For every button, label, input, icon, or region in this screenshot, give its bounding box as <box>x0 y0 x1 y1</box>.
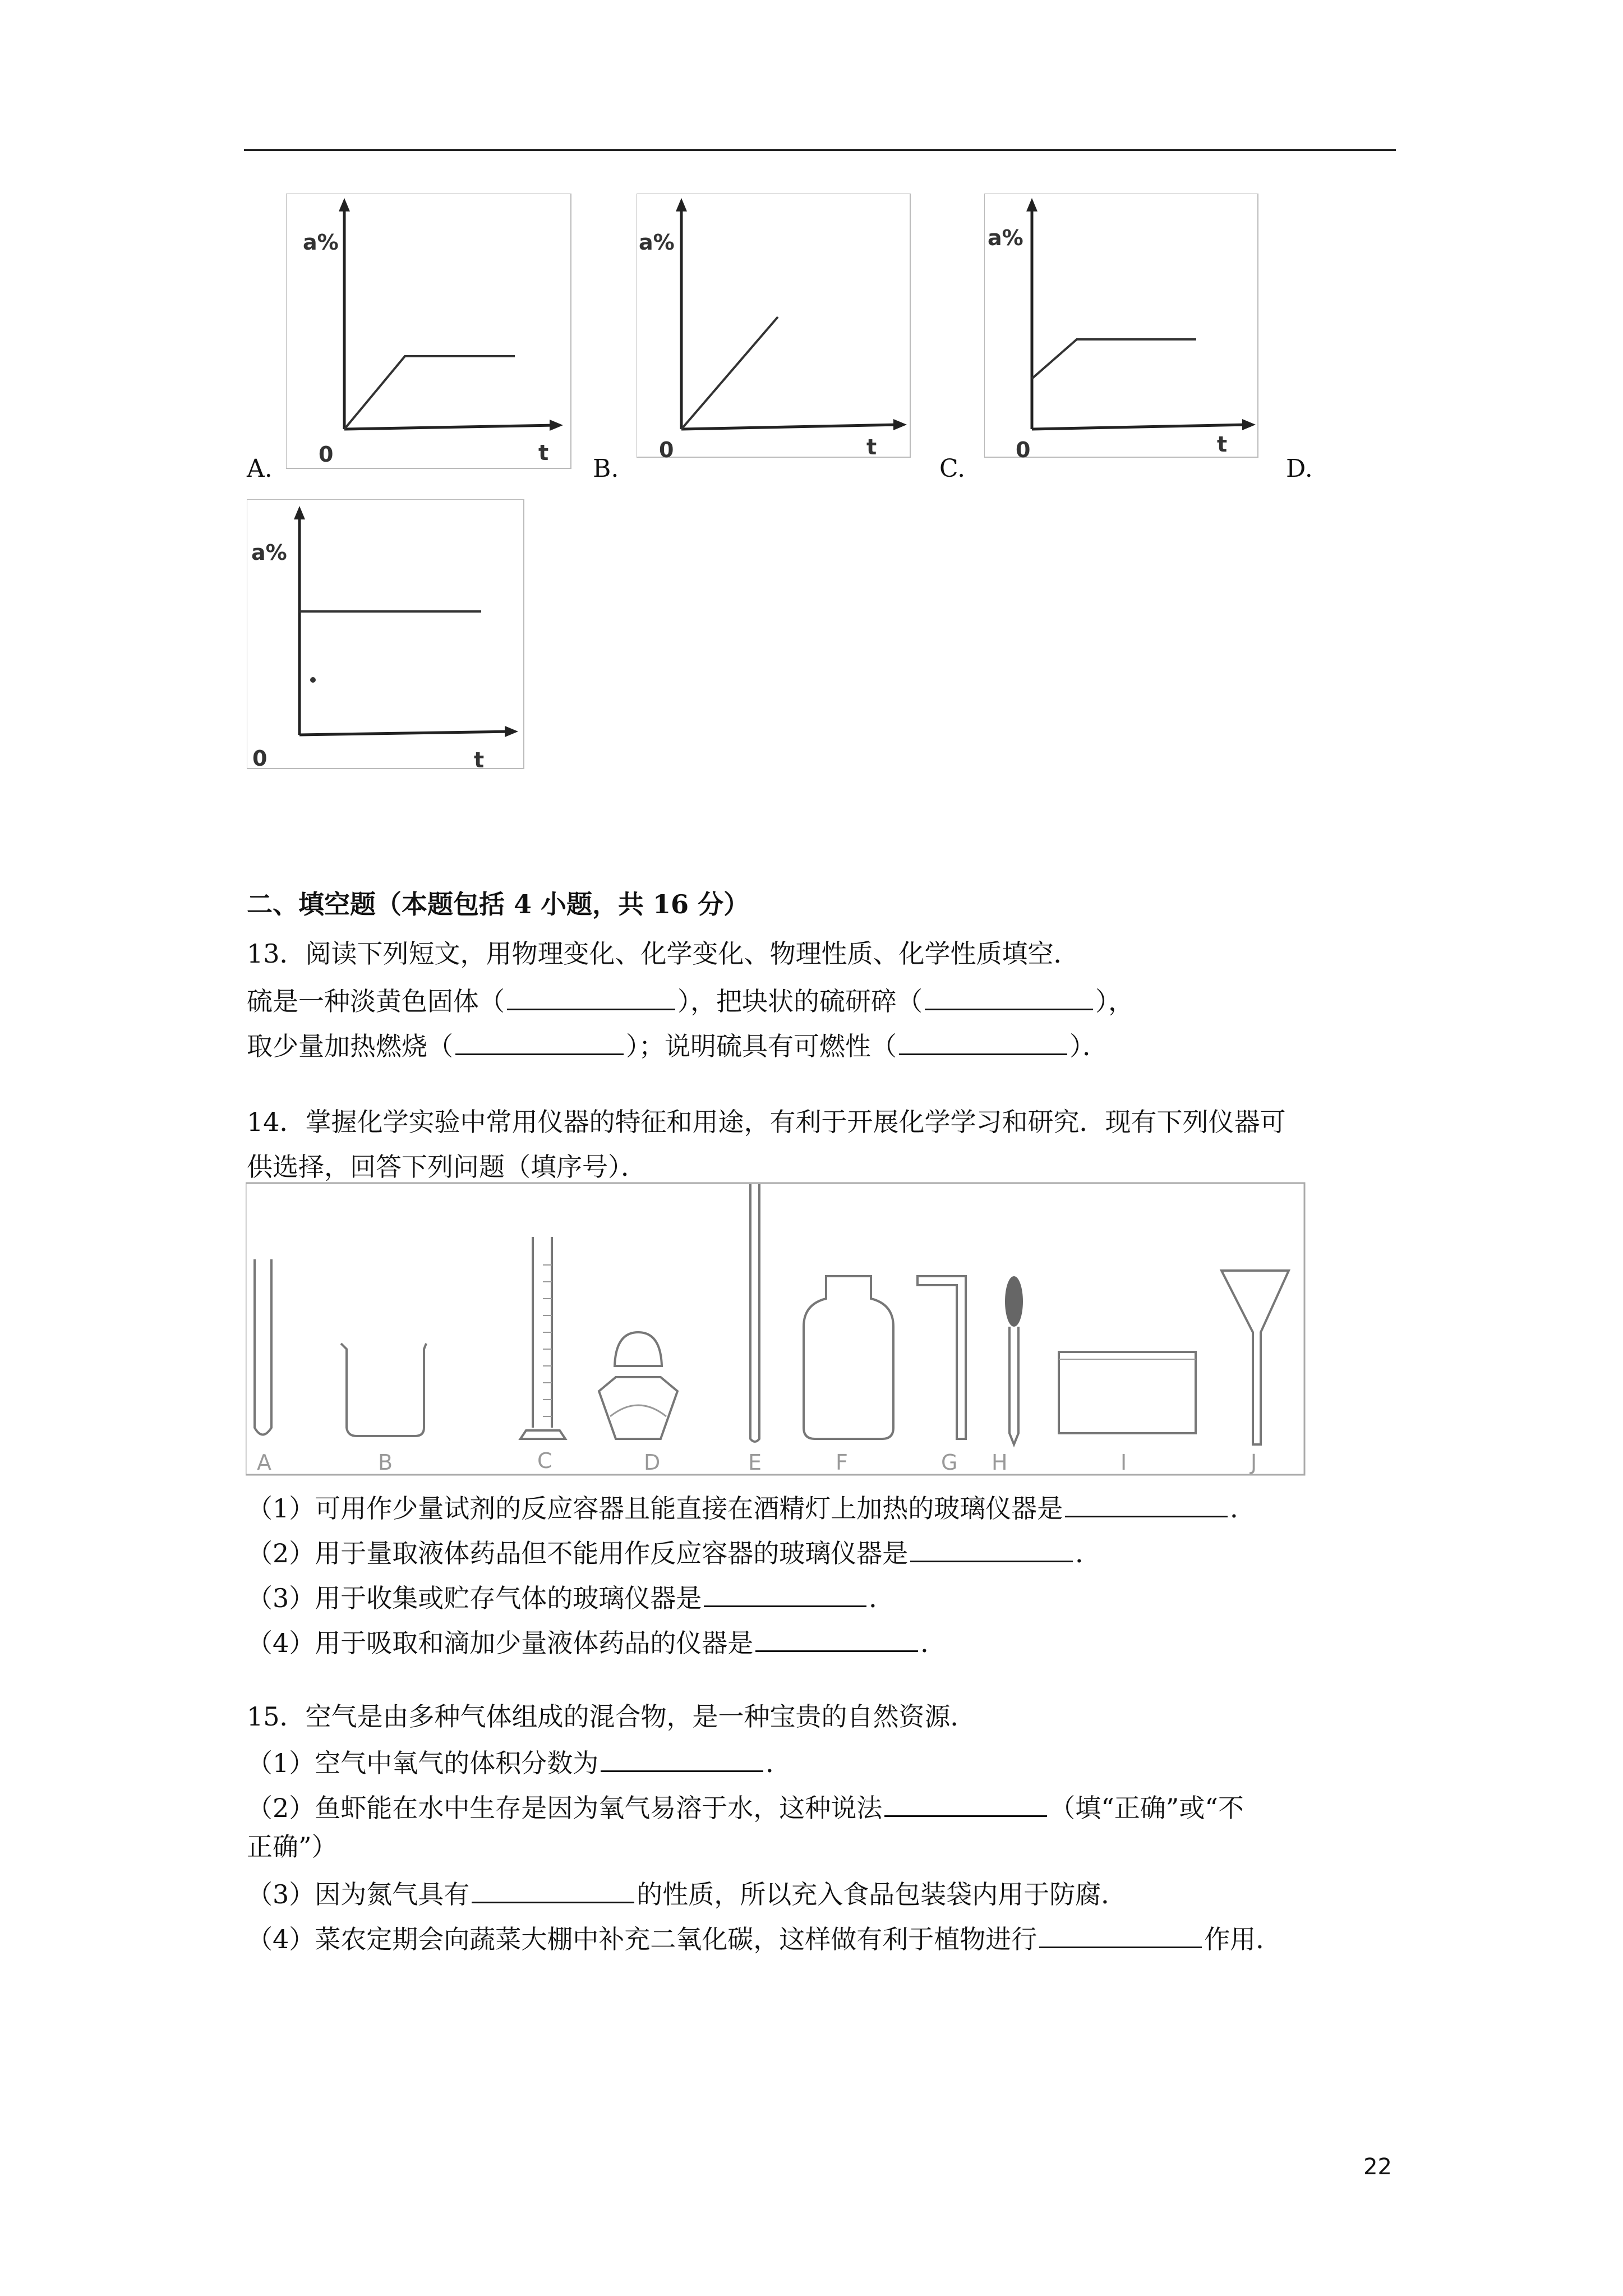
beaker <box>341 1343 426 1436</box>
q15-blank-1[interactable] <box>601 1745 763 1772</box>
glass-plate <box>1059 1352 1196 1433</box>
graph-a-svg <box>286 194 578 474</box>
graph-d-x-axis <box>299 731 510 735</box>
q15-sub4 <box>247 1921 1281 1956</box>
graph-a-curve <box>344 356 515 429</box>
q15-stem: 15．空气是由多种气体组成的混合物，是一种宝贵的自然资源． <box>247 1701 976 1732</box>
q15-sub2-text-b: （填“正确”或“不 <box>1049 1793 1244 1823</box>
option-b-label: B. <box>593 454 619 483</box>
graduated-cylinder <box>520 1237 565 1439</box>
apparatus-label-c: C <box>537 1448 552 1473</box>
bent-tube <box>917 1276 966 1439</box>
graph-c-y-arrow <box>1026 198 1038 211</box>
q13-blank-4[interactable] <box>899 1028 1067 1055</box>
graph-b-x-arrow <box>893 419 907 430</box>
q15-blank-2[interactable] <box>884 1789 1047 1817</box>
graph-c-x-label: t <box>1217 432 1228 457</box>
q13-line1-a: 硫是一种淡黄色固体（ <box>247 986 505 1016</box>
q15-sub3-text-a: （3）因为氮气具有 <box>247 1879 470 1910</box>
graph-a-y-label: a% <box>303 230 339 255</box>
graph-d-y-arrow <box>294 506 305 519</box>
lamp-liquid <box>610 1405 666 1416</box>
alcohol-lamp <box>599 1377 677 1439</box>
q15-sub4-text-a: （4）菜农定期会向蔬菜大棚中补充二氧化碳，这样做有利于植物进行 <box>247 1924 1038 1954</box>
apparatus-label-i: I <box>1121 1450 1127 1475</box>
glass-rod <box>750 1184 759 1442</box>
q14-stem-2: 供选择，回答下列问题（填序号）． <box>247 1152 647 1182</box>
graph-b-y-arrow <box>676 198 687 211</box>
graph-d-x-label: t <box>474 748 485 772</box>
q14-blank-3[interactable] <box>704 1580 866 1607</box>
dropper <box>1009 1327 1018 1444</box>
q14-sub2 <box>247 1535 1101 1570</box>
apparatus-label-h: H <box>992 1450 1008 1475</box>
apparatus-label-a: A <box>257 1450 271 1475</box>
q13-stem: 13．阅读下列短文，用物理变化、化学变化、物理性质、化学性质填空． <box>247 938 1080 969</box>
gas-jar <box>804 1276 893 1439</box>
q13-blank-1[interactable] <box>507 983 675 1010</box>
q13-line2-c: ）． <box>1069 1031 1108 1061</box>
q15-sub1 <box>247 1745 791 1780</box>
graph-c-x-arrow <box>1242 419 1256 430</box>
graph-d-y-label: a% <box>251 540 287 565</box>
graph-a-y-arrow <box>339 198 350 211</box>
graph-c-frame <box>984 194 1258 457</box>
q13-line1 <box>247 983 1134 1018</box>
graph-c-y-label: a% <box>988 226 1023 250</box>
graph-b-y-label: a% <box>639 230 675 255</box>
graph-c-curve <box>1032 339 1196 379</box>
graph-d-origin: 0 <box>252 746 268 771</box>
q14-sub2-period: ． <box>1075 1538 1101 1568</box>
q13-line1-b: ），把块状的硫研碎（ <box>677 986 923 1016</box>
test-tube <box>255 1259 271 1435</box>
option-c-label: C. <box>939 454 966 483</box>
graph-b-frame <box>637 194 910 457</box>
graph-b-curve <box>681 317 778 429</box>
q15-sub1-period: ． <box>766 1748 792 1778</box>
graph-b-svg <box>637 194 917 463</box>
option-d-label: D. <box>1286 454 1313 483</box>
q14-sub4-period: ． <box>920 1628 947 1658</box>
apparatus-label-b: B <box>378 1450 393 1475</box>
q15-blank-3[interactable] <box>472 1876 634 1903</box>
q15-sub2-continued: 正确”） <box>247 1832 338 1862</box>
q15-sub4-text-b: 作用． <box>1204 1924 1282 1954</box>
graph-a-x-label: t <box>538 440 549 465</box>
apparatus-label-g: G <box>941 1450 958 1475</box>
header-rule <box>244 149 1396 151</box>
dropper-bulb <box>1005 1276 1023 1327</box>
apparatus-label-j: J <box>1251 1450 1257 1475</box>
graph-option-d <box>247 499 527 774</box>
q15-sub1-text: （1）空气中氧气的体积分数为 <box>247 1748 599 1778</box>
graph-b-x-label: t <box>866 435 877 459</box>
graph-c-svg <box>984 194 1265 463</box>
graph-option-a <box>286 194 578 474</box>
graph-d-dot <box>310 677 316 683</box>
q14-sub3-period: ． <box>869 1583 895 1613</box>
graph-a-origin: 0 <box>319 442 334 467</box>
apparatus-frame <box>246 1183 1304 1475</box>
apparatus-svg <box>246 1181 1307 1478</box>
q15-sub3 <box>247 1876 1127 1911</box>
graph-d-svg <box>247 499 527 774</box>
graph-b-x-axis <box>681 425 899 429</box>
page-number: 22 <box>1363 2154 1392 2180</box>
q13-line2 <box>247 1028 1108 1063</box>
q15-sub3-text-b: 的性质，所以充入食品包装袋内用于防腐． <box>637 1879 1127 1910</box>
apparatus-label-f: F <box>836 1450 848 1475</box>
q14-stem-1: 14．掌握化学实验中常用仪器的特征和用途，有利于开展化学学习和研究．现有下列仪器可 <box>247 1107 1286 1137</box>
q14-sub4 <box>247 1625 946 1660</box>
graph-b-origin: 0 <box>659 438 674 462</box>
q15-sub2 <box>247 1789 1244 1825</box>
q15-sub2-text-a: （2）鱼虾能在水中生存是因为氧气易溶于水，这种说法 <box>247 1793 883 1823</box>
q13-line2-b: ）；说明硫具有可燃性（ <box>626 1031 897 1061</box>
graph-a-x-axis <box>344 425 555 429</box>
graph-d-x-arrow <box>505 726 518 737</box>
graph-option-b <box>637 194 917 463</box>
q14-sub2-text: （2）用于量取液体药品但不能用作反应容器的玻璃仪器是 <box>247 1538 909 1568</box>
q14-blank-1[interactable] <box>1065 1490 1228 1517</box>
graph-c-x-axis <box>1032 425 1248 429</box>
section-heading: 二、填空题（本题包括 4 小题，共 16 分） <box>247 889 750 919</box>
q14-sub1-period: ． <box>1230 1493 1256 1524</box>
graph-a-x-arrow <box>550 420 563 431</box>
q14-sub3-text: （3）用于收集或贮存气体的玻璃仪器是 <box>247 1583 702 1613</box>
q14-sub4-text: （4）用于吸取和滴加少量液体药品的仪器是 <box>247 1628 754 1658</box>
cylinder-ticks <box>543 1265 552 1416</box>
apparatus-figure <box>246 1181 1307 1478</box>
graph-option-c <box>984 194 1265 463</box>
option-a-label: A. <box>247 454 273 483</box>
apparatus-label-d: D <box>644 1450 661 1475</box>
q13-blank-3[interactable] <box>455 1028 624 1055</box>
graph-c-origin: 0 <box>1016 438 1031 462</box>
q14-sub3 <box>247 1580 895 1615</box>
q14-blank-2[interactable] <box>910 1535 1073 1562</box>
q15-blank-4[interactable] <box>1039 1921 1202 1948</box>
funnel <box>1221 1271 1289 1444</box>
apparatus-label-e: E <box>748 1450 762 1475</box>
q13-line2-a: 取少量加热燃烧（ <box>247 1031 453 1061</box>
lamp-cap <box>615 1332 662 1366</box>
q14-sub1-text: （1）可用作少量试剂的反应容器且能直接在酒精灯上加热的玻璃仪器是 <box>247 1493 1063 1524</box>
q13-line1-c: ）， <box>1095 986 1134 1016</box>
q14-sub1 <box>247 1490 1256 1525</box>
graph-d-frame <box>247 499 524 769</box>
q14-blank-4[interactable] <box>755 1625 918 1652</box>
q13-blank-2[interactable] <box>925 983 1093 1010</box>
